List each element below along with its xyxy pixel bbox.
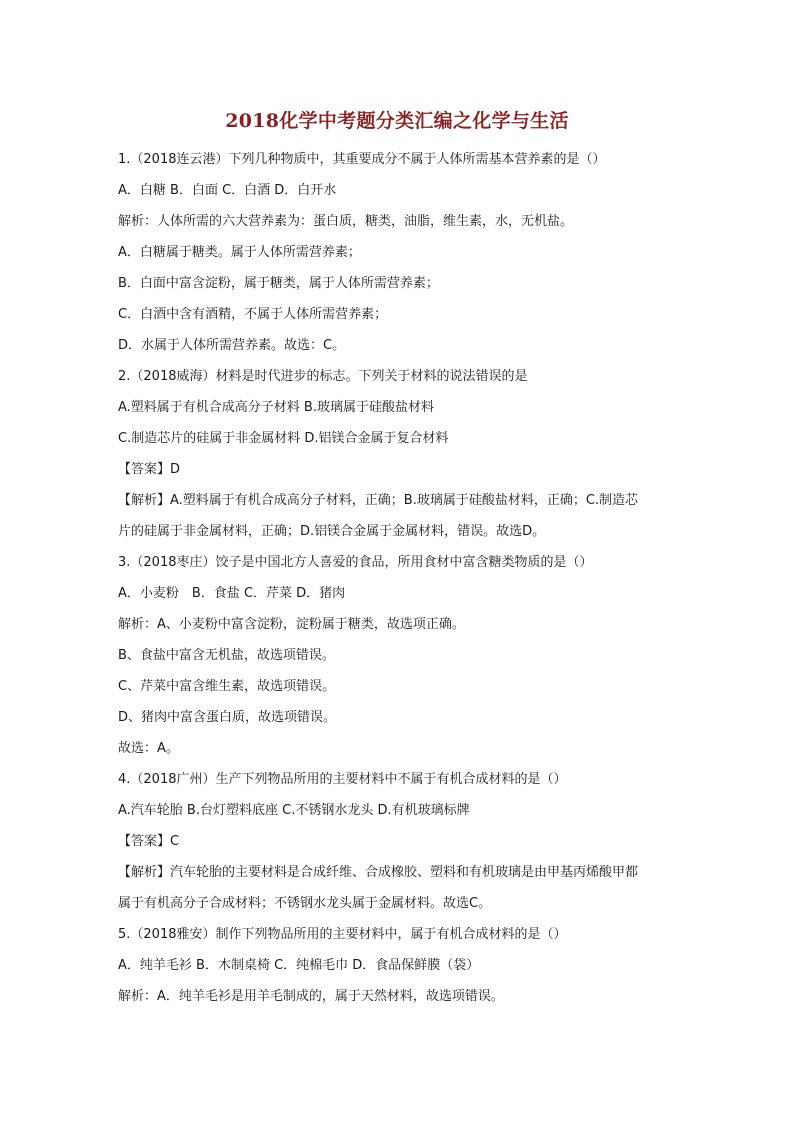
q1-analysis-a: A．白糖属于糖类。属于人体所需营养素； (118, 245, 361, 260)
q2-analysis-2: 片的硅属于非金属材料，正确；D.铝镁合金属于金属材料，错误。故选D。 (118, 524, 546, 539)
q2-options-ab: A.塑料属于有机合成高分子材料 B.玻璃属于硅酸盐材料 (118, 400, 434, 415)
q1-analysis: 解析：人体所需的六大营养素为：蛋白质，糖类，油脂，维生素，水，无机盐。 (118, 214, 574, 229)
q1-analysis-c: C．白酒中含有酒精，不属于人体所需营养素； (118, 307, 388, 322)
q3-analysis-d: D、猪肉中富含蛋白质，故选项错误。 (118, 710, 337, 725)
q3-options: A．小麦粉 B．食盐 C．芹菜 D．猪肉 (118, 586, 346, 601)
q2-answer: 【答案】D (118, 462, 181, 477)
q2-options-cd: C.制造芯片的硅属于非金属材料 D.铝镁合金属于复合材料 (118, 431, 449, 446)
q4-answer: 【答案】C (118, 834, 180, 849)
q2-analysis-1: 【解析】A.塑料属于有机合成高分子材料，正确；B.玻璃属于硅酸盐材料，正确；C.制造芯 (118, 493, 639, 508)
q1-analysis-b: B．白面中富含淀粉，属于糖类，属于人体所需营养素； (118, 276, 439, 291)
q3-conclusion: 故选：A。 (118, 741, 179, 756)
q1-analysis-d: D．水属于人体所需营养素。故选：C。 (118, 338, 346, 353)
document-title: 2018化学中考题分类汇编之化学与生活 (225, 110, 569, 132)
q3-analysis-c: C、芹菜中富含维生素，故选项错误。 (118, 679, 336, 694)
document-body (118, 144, 678, 1012)
q3-analysis-a: 解析：A、小麦粉中富含淀粉，淀粉属于糖类，故选项正确。 (118, 617, 465, 632)
q3-analysis-b: B、食盐中富含无机盐，故选项错误。 (118, 648, 335, 663)
q4-options: A.汽车轮胎 B.台灯塑料底座 C.不锈钢水龙头 D.有机玻璃标牌 (118, 803, 470, 818)
q3-question: 3.（2018枣庄）饺子是中国北方人喜爱的食品，所用食材中富含糖类物质的是（） (118, 555, 593, 570)
q5-analysis-a: 解析：A．纯羊毛衫是用羊毛制成的，属于天然材料，故选项错误。 (118, 989, 504, 1004)
q5-question: 5.（2018雅安）制作下列物品所用的主要材料中，属于有机合成材料的是（） (118, 927, 567, 942)
q4-question: 4.（2018广州）生产下列物品所用的主要材料中不属于有机合成材料的是（） (118, 772, 567, 787)
q4-analysis-1: 【解析】汽车轮胎的主要材料是合成纤维、合成橡胶、塑料和有机玻璃是由甲基丙烯酸甲都 (118, 865, 639, 880)
q4-analysis-2: 属于有机高分子合成材料；不锈钢水龙头属于金属材料。故选C。 (118, 896, 492, 911)
q1-question: 1.（2018连云港）下列几种物质中，其重要成分不属于人体所需基本营养素的是（） (118, 152, 606, 167)
q5-options: A．纯羊毛衫 B．木制桌椅 C．纯棉毛巾 D．食品保鲜膜（袋） (118, 958, 480, 973)
q1-options: A．白糖 B．白面 C．白酒 D．白开水 (118, 183, 337, 198)
q2-question: 2.（2018威海）材料是时代进步的标志。下列关于材料的说法错误的是 (118, 369, 528, 384)
